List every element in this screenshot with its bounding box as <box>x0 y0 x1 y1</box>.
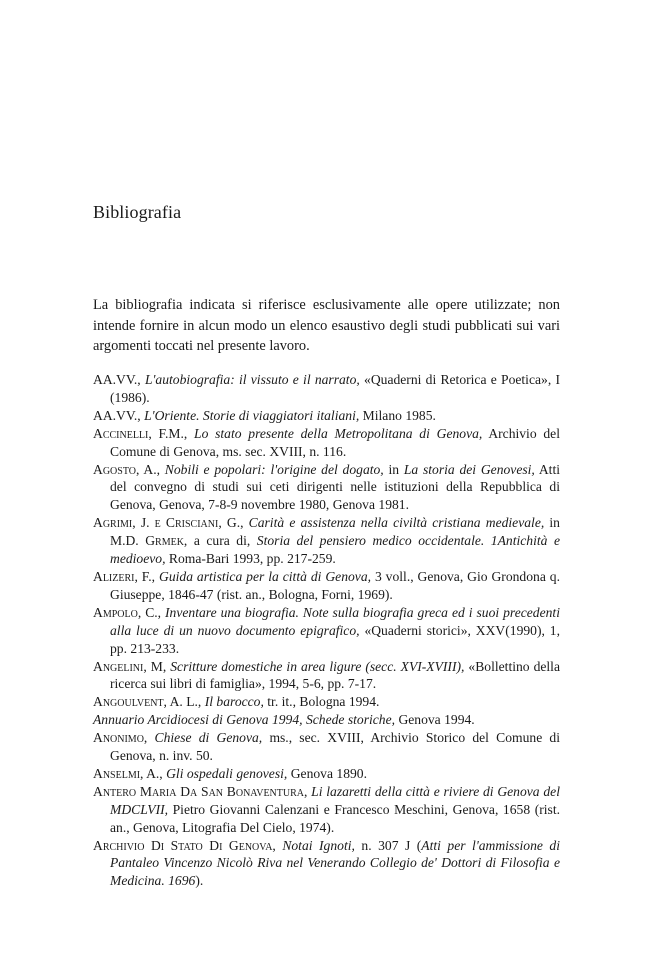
bibliography-entry <box>93 693 560 711</box>
entry-author: Angoulvent, A. L., <box>93 694 202 710</box>
entry-container-title: La storia dei Genovesi, <box>403 461 535 477</box>
bibliography-entry <box>93 371 560 407</box>
entry-details: Roma-Bari 1993, pp. 217-259. <box>168 551 336 567</box>
entry-author: Anselmi, A., <box>93 765 163 781</box>
entry-details: «Quaderni di Retorica e Poetica», I (1986). <box>110 372 560 405</box>
entry-author: AA.VV., <box>93 407 141 423</box>
intro-paragraph: La bibliografia indicata si riferisce esclusivamente alle opere utilizzate; non intende fornire in alcun modo un elenco esaustivo degli studi pubblicati sui vari argomenti toccati nel presente lavoro. <box>93 297 560 354</box>
bibliography-entry <box>93 604 560 658</box>
entry-details: a cura di, <box>193 533 251 549</box>
bibliography-entry <box>93 765 560 783</box>
entry-title: Inventare una biografia. Note sulla biografia greca ed i suoi precedenti alla luce di un nuovo documento epigrafico, <box>110 604 560 638</box>
bibliography-entry <box>93 783 560 837</box>
entry-author: Antero Maria Da San Bonaventura, <box>93 783 308 799</box>
entry-details: Pietro Giovanni Calenzani e Francesco Meschini, Genova, 1658 (rist. an., Genova, Litografia Del Cielo, 1974). <box>110 801 560 835</box>
entry-details: Archivio del Comune di Genova, ms. sec. XVIII, n. 116. <box>110 425 560 459</box>
entry-author: Archivio Di Stato Di Genova, <box>93 837 276 853</box>
entry-title: Il barocco, <box>204 694 264 710</box>
entry-container-title: Atti per l'ammissione di Pantaleo Vincenzo Nicolò Riva nel Venerando Collegio de' Dottori di Filosofia e Medicina. 1696 <box>110 837 560 889</box>
entry-author: Agrimi, J. e Crisciani, G., <box>93 515 244 531</box>
entry-title: Chiese di Genova, <box>154 730 263 746</box>
bibliography-list <box>93 371 560 890</box>
entry-details: n. 307 J ( <box>361 837 422 853</box>
bibliography-entry <box>93 514 560 568</box>
entry-author: Anonimo, <box>93 730 148 746</box>
entry-details: Milano 1985. <box>362 407 436 423</box>
entry-title: L'Oriente. Storie di viaggiatori italiani, <box>144 407 360 423</box>
entry-details: 3 voll., Genova, Gio Grondona q. Giuseppe, 1846-47 (rist. an., Bologna, Forni, 1969). <box>110 568 560 602</box>
bibliography-entry <box>93 658 560 694</box>
entry-author: Accinelli, F.M., <box>93 425 188 441</box>
entry-container-title: Storia del pensiero medico occidentale. 1Antichità e medioevo, <box>110 533 560 567</box>
entry-title: Notai Ignoti, <box>282 837 355 853</box>
entry-title: Carità e assistenza nella civiltà cristiana medievale, <box>248 515 545 531</box>
entry-editor: Grmek, <box>145 533 188 549</box>
entry-author: Alizeri, F., <box>93 568 156 584</box>
bibliography-entry <box>93 461 560 515</box>
entry-details: ). <box>195 873 204 889</box>
entry-title: Lo stato presente della Metropolitana di Genova, <box>194 425 483 441</box>
entry-title: Scritture domestiche in area ligure (secc. XVI-XVIII), <box>170 658 465 674</box>
entry-title: Guida artistica per la città di Genova, <box>159 568 372 584</box>
entry-author: Agosto, A., <box>93 461 160 477</box>
bibliography-entry <box>93 711 560 729</box>
entry-details: Genova 1890. <box>290 765 367 781</box>
entry-title: Li lazaretti della città e riviere di Genova del MDCLVII, <box>110 783 560 817</box>
entry-title: Nobili e popolari: l'origine del dogato, <box>164 461 384 477</box>
entry-details: «Quaderni storici», XXV(1990), 1, pp. 213-233. <box>110 622 560 656</box>
entry-details: in M.D. <box>110 515 560 549</box>
entry-details: «Bollettino della ricerca sui libri di famiglia», 1994, 5-6, pp. 7-17. <box>110 658 560 692</box>
entry-details: Genova 1994. <box>398 712 475 728</box>
bibliography-entry <box>93 837 560 891</box>
entry-author: Ampolo, C., <box>93 604 162 620</box>
entry-title: L'autobiografia: il vissuto e il narrato, <box>144 372 360 387</box>
bibliography-entry <box>93 407 560 425</box>
entry-details: in <box>388 461 400 477</box>
bibliography-entry <box>93 568 560 604</box>
entry-title: Annuario Arcidiocesi di Genova 1994, Schede storiche, <box>93 712 396 728</box>
entry-details: Atti del convegno di studi sui ceti dirigenti nelle istituzioni della Repubblica di Genova, Genova, 7-8-9 novembre 1980, Genova 1981. <box>110 461 561 513</box>
entry-author: AA.VV., <box>93 372 141 387</box>
entry-details: tr. it., Bologna 1994. <box>267 694 380 710</box>
page-title: Bibliografia <box>93 202 182 222</box>
bibliography-entry <box>93 729 560 765</box>
entry-title: Gli ospedali genovesi, <box>166 765 288 781</box>
entry-author: Angelini, M, <box>93 658 167 674</box>
bibliography-entry <box>93 425 560 461</box>
entry-details: ms., sec. XVIII, Archivio Storico del Comune di Genova, n. inv. 50. <box>110 730 561 764</box>
